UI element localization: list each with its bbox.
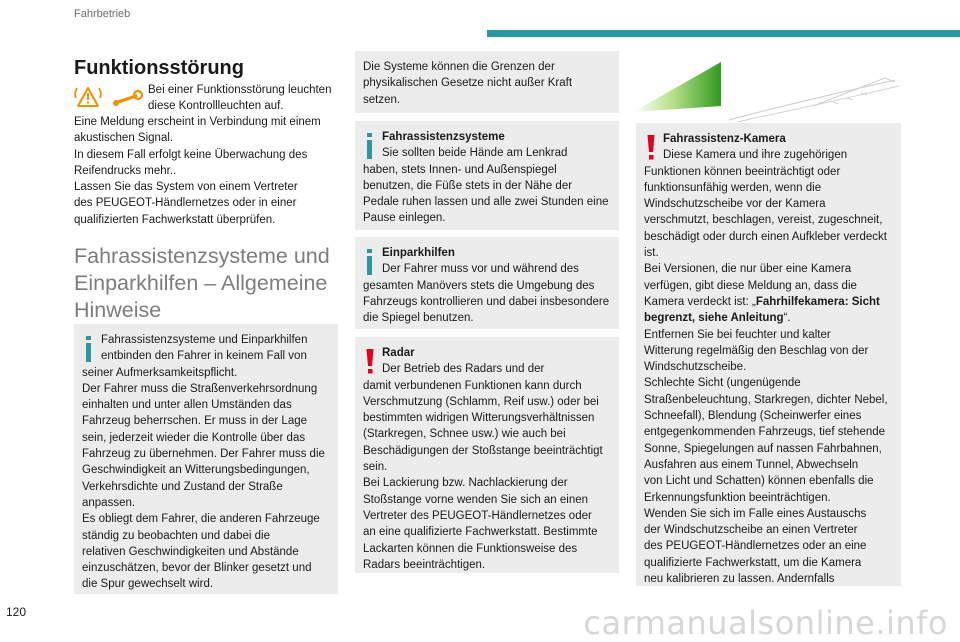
camera-message-line-2: begrenzt, siehe Anleitung“.	[644, 312, 791, 325]
general-section-title: Fahrassistenzsysteme und Einparkhilfen – Allgemeine Hinweise	[74, 244, 330, 322]
radar-warning-box: Radar Der Betrieb des Radars und der damit verbundenen Funktionen kann durch Verschmutzung (Schlamm, Reif usw.) oder bei bestimmten widrigen Witterungsverhältnissen (Starkregen, Schnee usw.) wie auch bei Beschädigungen der Stoßstange beeinträchtigt sein. Bei Lackierung bzw. Nachlackierung der Stoßstange vorne wenden Sie sich an einen Vertreter des PEUGEOT-Händlernetzes oder an eine qualifizierte Fachwerkstatt. Bestimmte Lackarten können die Funktionsweise des Radars beeinträchtigen.	[355, 337, 619, 573]
header-accent-bar	[487, 30, 960, 37]
driver-assist-box: Fahrassistenzsysteme Sie sollten beide Hände am Lenkrad haben, stets Innen- und Außenspiegel benutzen, die Füße stets in der Nähe der Pedale ruhen lassen und alle zwei Stunden eine Pause einlegen.	[355, 121, 619, 230]
limits-note-box: Die Systeme können die Grenzen der physikalischen Gesetze nicht außer Kraft setzen.	[355, 51, 619, 113]
page-number: 120	[6, 605, 27, 619]
malfunction-title: Funktionsstörung	[74, 57, 244, 79]
camera-message-line: Kamera verdeckt ist: „Fahrhilfekamera: Sicht	[644, 295, 880, 308]
camera-warning-box: Fahrassistenz-Kamera Diese Kamera und ihre zugehörigen Funktionen können beeinträchtigt oder funktionsunfähig werden, wenn die Windschutzscheibe vor der Kamera verschmutzt, beschlagen, vereist, zugeschneit, beschädigt oder durch einen Aufkleber verdeckt ist. Bei Versionen, die nur über eine Kamera verfügen, gibt diese Meldung an, dass die Kamera verdeckt ist: „Fahrhilfekamera: Sicht begrenzt, siehe Anleitung“. Entfernen Sie bei feuchter und kalter Witterung regelmäßig den Beschlag von der Windschutzscheibe. Schlechte Sicht (ungenügende Straßenbeleuchtung, Starkregen, dichter Nebel, Schneefall), Blendung (Scheinwerfer eines entgegenkommenden Fahrzeugs, tief stehende Sonne, Spiegelungen auf nassen Fahrbahnen, Ausfahren aus einem Tunnel, Abwechseln von Licht und Schatten) können ebenfalls die Erkennungsfunktion beeinträchtigen. Wenden Sie sich im Falle eines Austauschs der Windschutzscheibe an einen Vertreter des PEUGEOT-Händlernetzes oder an eine qualifizierte Fachwerkstatt, um die Kamera neu kalibrieren zu lassen. Andernfalls	[636, 123, 901, 586]
wrench-icon	[113, 91, 142, 106]
running-header: Fahrbetrieb	[74, 8, 131, 20]
malfunction-text-lead: Bei einer Funktionsstörung leuchten diese Kontrollleuchten auf.	[148, 84, 332, 113]
watermark: carmanualsonline.info	[583, 604, 948, 642]
windscreen-camera-illustration	[633, 56, 901, 122]
general-info-box: Fahrassistenzsysteme und Einparkhilfen entbinden den Fahrer in keinem Fall von seiner Aufmerksamkeitspflicht. Der Fahrer muss die Straßenverkehrsordnung einhalten und unter allen Umständen das Fahrzeug beherrschen. Er muss in der Lage sein, jederzeit wieder die Kontrolle über das Fahrzeug zu übernehmen. Der Fahrer muss die Geschwindigkeit an Witterungsbedingungen, Verkehrsdichte und Zustand der Straße anpassen. Es obliegt dem Fahrer, die anderen Fahrzeuge ständig zu beobachten und dabei die relativen Geschwindigkeiten und Abstände einzuschätzen, bevor der Blinker gesetzt und die Spur gewechselt wird.	[74, 324, 338, 594]
warning-lamps	[74, 84, 146, 110]
parking-aids-box: Einparkhilfen Der Fahrer muss vor und während des gesamten Manövers stets die Umgebung des Fahrzeugs kontrollieren und dabei insbesondere die Spiegel benutzen.	[355, 237, 619, 329]
warning-triangle-icon	[75, 88, 101, 106]
malfunction-text: Eine Meldung erscheint in Verbindung mit einem akustischen Signal. In diesem Fall erfolgt keine Überwachung des Reifendrucks mehr.. Lassen Sie das System von einem Vertreter des PEUGEOT-Händlernetzes oder in einer qualifizierten Fachwerkstatt überprüfen.	[74, 116, 321, 226]
